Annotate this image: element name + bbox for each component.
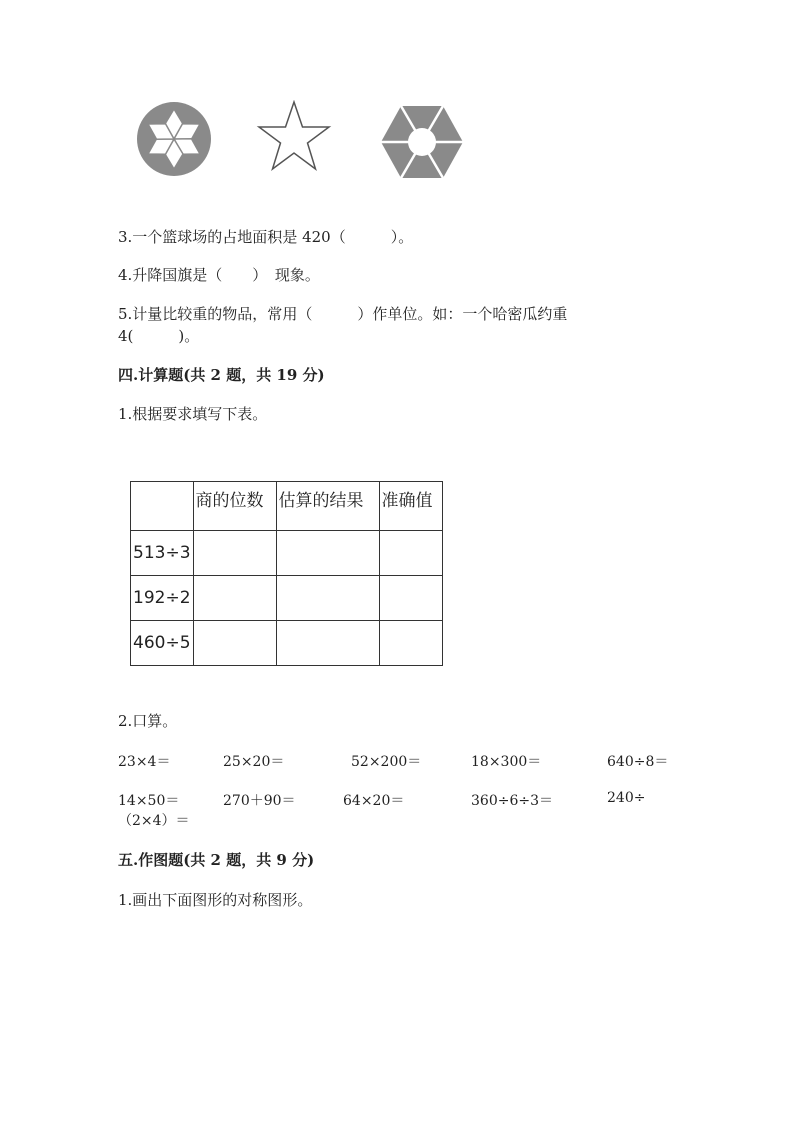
table-row (131, 576, 443, 621)
table-cell (193, 621, 276, 666)
section-5-question-1: 1.画出下面图形的对称图形。 (118, 891, 313, 909)
oral-problem: 25×20＝ (223, 754, 285, 770)
oral-problem: 270＋90＝ (223, 793, 296, 809)
oral-problem: 64×20＝ (343, 793, 405, 809)
table-cell (379, 621, 442, 666)
star-figure (256, 100, 332, 172)
table-cell (193, 531, 276, 576)
table-header-row (131, 482, 443, 531)
question-4: 4.升降国旗是（ ） 现象。 (118, 266, 320, 284)
section-4-question-1: 1.根据要求填写下表。 (118, 405, 268, 423)
table-header-cell: 估算的结果 (276, 482, 379, 531)
table-row (131, 621, 443, 666)
table-cell: 460÷5 (131, 621, 194, 666)
oral-problem: 640÷8＝ (607, 754, 669, 770)
table-cell (276, 621, 379, 666)
oral-problem: 240÷ (607, 790, 646, 806)
section-5-title: 五.作图题(共 2 题，共 9 分) (118, 851, 315, 869)
calculation-table (130, 481, 443, 666)
table-header-cell: 准确值 (379, 482, 442, 531)
question-3: 3.一个篮球场的占地面积是 420（ ）。 (118, 228, 414, 246)
table-cell (193, 576, 276, 621)
snowflake-circle-figure (135, 100, 213, 178)
table-cell (276, 531, 379, 576)
oral-problem: 23×4＝ (118, 754, 171, 770)
oral-problem-continuation: （2×4）＝ (118, 813, 190, 829)
section-4-question-2: 2.口算。 (118, 712, 178, 730)
table-cell (379, 531, 442, 576)
oral-problem: 52×200＝ (351, 754, 422, 770)
section-4-title: 四.计算题(共 2 题，共 19 分) (118, 366, 325, 384)
table-row (131, 531, 443, 576)
oral-problem: 360÷6÷3＝ (471, 793, 553, 809)
table-header-cell: 商的位数 (193, 482, 276, 531)
oral-problem: 14×50＝ (118, 793, 180, 809)
table-cell: 513÷3 (131, 531, 194, 576)
oral-problem: 18×300＝ (471, 754, 542, 770)
table-cell: 192÷2 (131, 576, 194, 621)
table-cell (276, 576, 379, 621)
question-5-line-1: 5.计量比较重的物品，常用（ ）作单位。如：一个哈密瓜约重 (118, 305, 568, 323)
question-5-line-2: 4( )。 (118, 327, 200, 345)
pinwheel-hexagon-figure (380, 105, 464, 179)
table-cell (379, 576, 442, 621)
table-header-cell (131, 482, 194, 531)
